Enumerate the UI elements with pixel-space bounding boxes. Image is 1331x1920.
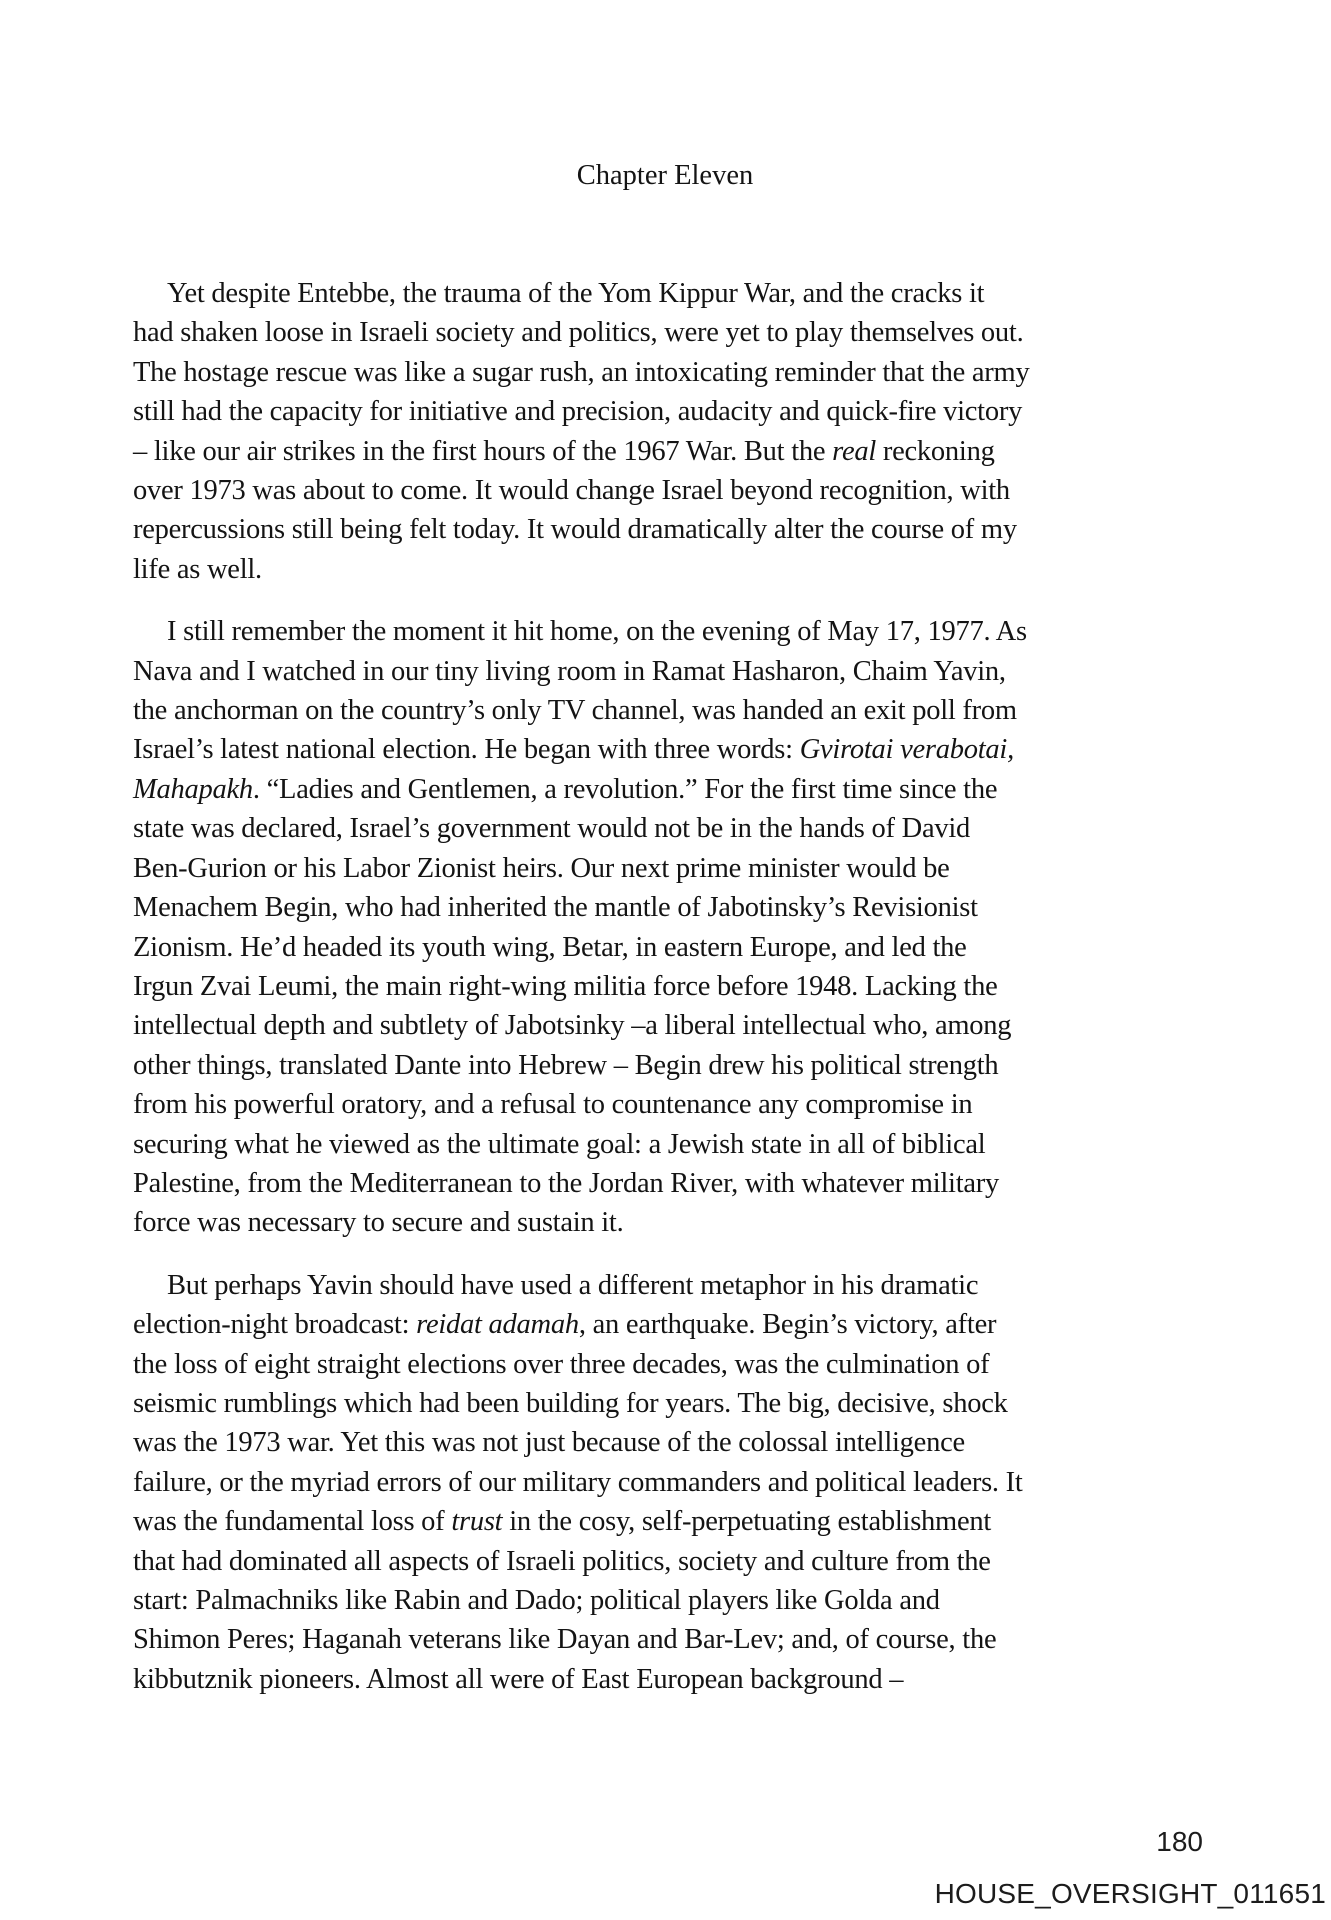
paragraph (133, 274, 1263, 589)
text-line: kibbutznik pioneers. Almost all were of East European background – (133, 1663, 904, 1695)
text-line: The hostage rescue was like a sugar rush, an intoxicating reminder that the army (133, 356, 1030, 388)
text-line: start: Palmachniks like Rabin and Dado; political players like Golda and (133, 1585, 940, 1616)
text-line: – like our air strikes in the first hours of the 1967 War. But the real reckoning (133, 435, 995, 467)
text-line: I still remember the moment it hit home, on the evening of May 17, 1977. As (167, 616, 1027, 648)
text-line: Zionism. He’d headed its youth wing, Betar, in eastern Europe, and led the (133, 931, 967, 963)
text-line: securing what he viewed as the ultimate goal: a Jewish state in all of biblical (133, 1128, 986, 1160)
page-number: 180 (1156, 1826, 1203, 1857)
body-text (133, 274, 1263, 1722)
bates-stamp: HOUSE_OVERSIGHT_011651 (934, 1878, 1326, 1909)
text-line: Israel’s latest national election. He began with three words: Gvirotai verabotai, (133, 734, 1014, 766)
text-line: other things, translated Dante into Hebrew – Begin drew his political strength (133, 1049, 999, 1081)
text-line: the loss of eight straight elections over three decades, was the culmination of (133, 1348, 990, 1380)
text-line: Menachem Begin, who had inherited the mantle of Jabotinsky’s Revisionist (133, 892, 978, 924)
text-line: force was necessary to secure and sustain it. (133, 1207, 624, 1239)
text-line: had shaken loose in Israeli society and politics, were yet to play themselves out. (133, 317, 1024, 349)
chapter-heading: Chapter Eleven (576, 160, 754, 191)
text-line: Yet despite Entebbe, the trauma of the Yom Kippur War, and the cracks it (167, 278, 985, 309)
text-line: from his powerful oratory, and a refusal to countenance any compromise in (133, 1089, 973, 1121)
text-line: the anchorman on the country’s only TV channel, was handed an exit poll from (133, 695, 1017, 727)
text-line: election-night broadcast: reidat adamah, an earthquake. Begin’s victory, after (133, 1309, 997, 1341)
text-line: But perhaps Yavin should have used a different metaphor in his dramatic (167, 1269, 979, 1301)
text-line: Shimon Peres; Haganah veterans like Dayan and Bar-Lev; and, of course, the (133, 1624, 997, 1656)
text-line: intellectual depth and subtlety of Jabotsinky –a liberal intellectual who, among (133, 1010, 1012, 1042)
paragraph (133, 1266, 1263, 1699)
text-line: failure, or the myriad errors of our military commanders and political leaders. It (133, 1466, 1023, 1498)
text-line: state was declared, Israel’s government would not be in the hands of David (133, 813, 971, 845)
text-line: repercussions still being felt today. It would dramatically alter the course of my (133, 514, 1017, 546)
text-line: life as well. (133, 553, 262, 585)
text-line: was the 1973 war. Yet this was not just because of the colossal intelligence (133, 1427, 965, 1459)
text-line: Mahapakh. “Ladies and Gentlemen, a revolution.” For the first time since the (133, 773, 998, 805)
text-line: Irgun Zvai Leumi, the main right-wing militia force before 1948. Lacking the (133, 970, 998, 1002)
text-line: still had the capacity for initiative and precision, audacity and quick-fire victory (133, 396, 1023, 428)
text-line: over 1973 was about to come. It would change Israel beyond recognition, with (133, 475, 1010, 507)
text-line: that had dominated all aspects of Israeli politics, society and culture from the (133, 1545, 991, 1577)
paragraph (133, 612, 1263, 1243)
text-line: Ben-Gurion or his Labor Zionist heirs. Our next prime minister would be (133, 852, 950, 884)
text-line: seismic rumblings which had been building for years. The big, decisive, shock (133, 1387, 1008, 1419)
text-line: Nava and I watched in our tiny living room in Ramat Hasharon, Chaim Yavin, (133, 655, 1006, 687)
text-line: was the fundamental loss of trust in the cosy, self-perpetuating establishment (133, 1506, 992, 1538)
text-line: Palestine, from the Mediterranean to the Jordan River, with whatever military (133, 1167, 1000, 1199)
